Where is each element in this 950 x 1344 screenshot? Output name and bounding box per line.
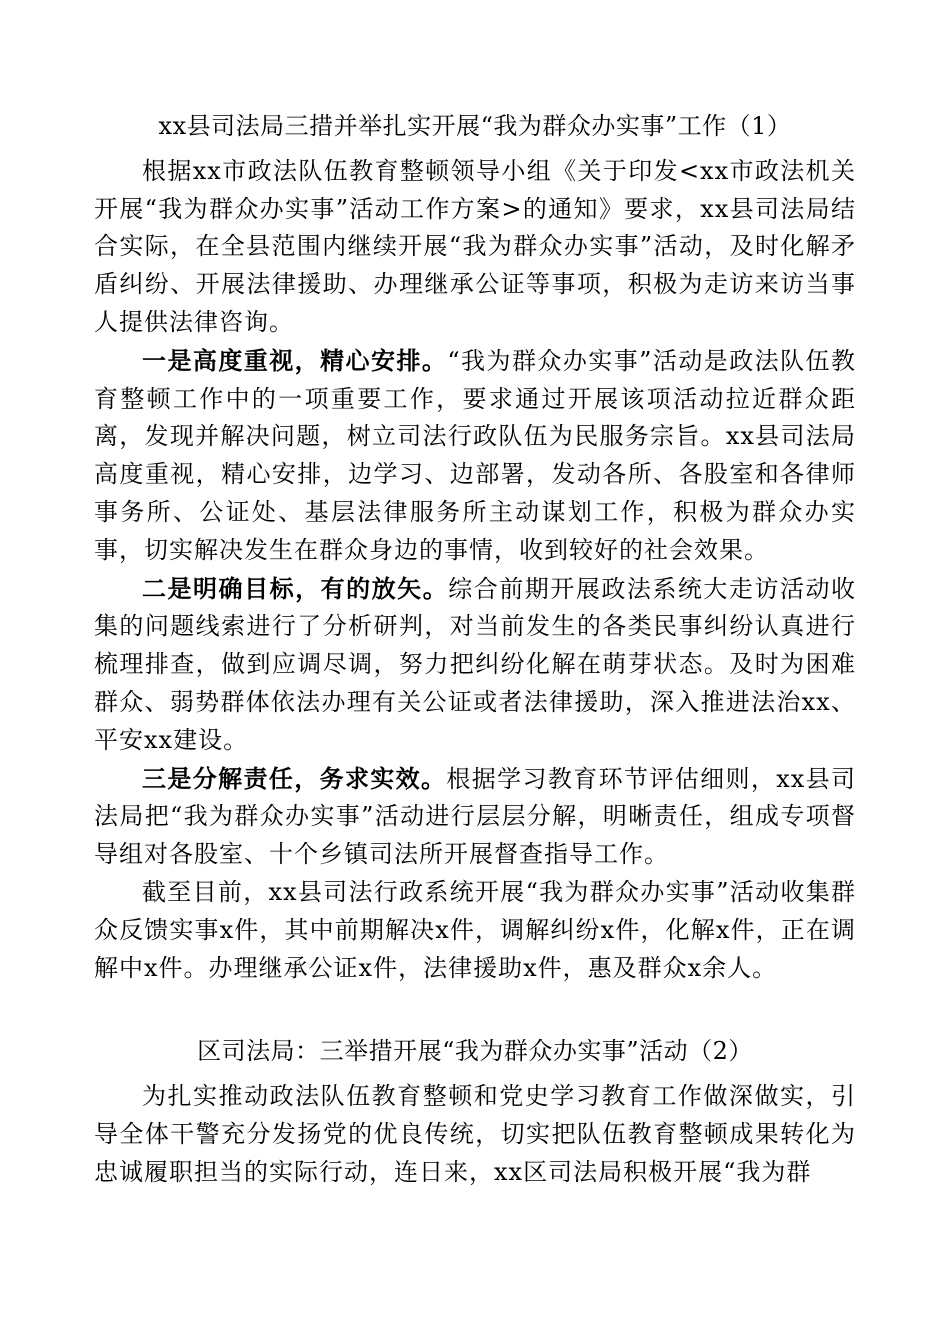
article-2-intro-paragraph: 为扎实推动政法队伍教育整顿和党史学习教育工作做深做实，引导全体干警充分发扬党的优良传统，切实把队伍教育整顿成果转化为忠诚履职担当的实际行动，连日来，xx区司法局积极开展“我为群 [94, 1082, 856, 1186]
article-2-title: 区司法局：三举措开展“我为群众办实事”活动（2） [197, 1037, 753, 1066]
article-1-title: xx县司法局三措并举扎实开展“我为群众办实事”工作（1） [158, 112, 792, 140]
point-1-text: “我为群众办实事”活动是政法队伍教育整顿工作中的一项重要工作，要求通过开展该项活动拉近群众距离，发现并解决问题，树立司法行政队伍为民服务宗旨。xx县司法局高度重视，精心安排，边学习、边部署，发动各所、各股室和各律师事务所、公证处、基层法律服务所主动谋划工作，积极为群众办实事，切实解决发生在群众身边的事情，收到较好的社会效果。 [94, 346, 856, 564]
point-3-lead: 三是分解责任，务求实效。 [142, 763, 447, 793]
document-body [94, 108, 856, 1192]
article-1-point-2 [94, 570, 856, 760]
article-1-intro-paragraph: 根据xx市政法队伍教育整顿领导小组《关于印发<xx市政法机关开展“我为群众办实事”活动工作方案>的通知》要求，xx县司法局结合实际，在全县范围内继续开展“我为群众办实事”活动，及时化解矛盾纠纷、开展法律援助、办理继承公证等事项，积极为走访来访当事人提供法律咨询。 [94, 156, 856, 336]
section-divider-space [94, 987, 856, 1025]
article-1-summary-paragraph: 截至目前，xx县司法行政系统开展“我为群众办实事”活动收集群众反馈实事x件，其中前期解决x件，调解纠纷x件，化解x件，正在调解中x件。办理继承公证x件，法律援助x件，惠及群众x余人。 [94, 877, 856, 982]
article-1-point-3 [94, 760, 856, 874]
point-2-text: 综合前期开展政法系统大走访活动收集的问题线索进行了分析研判，对当前发生的各类民事纠纷认真进行梳理排查，做到应调尽调，努力把纠纷化解在萌芽状态。及时为困难群众、弱势群体依法办理有关公证或者法律援助，深入推进法治xx、平安xx建设。 [94, 574, 857, 754]
point-2-lead: 二是明确目标，有的放矢。 [142, 573, 449, 603]
point-3-text: 根据学习教育环节评估细则，xx县司法局把“我为群众办实事”活动进行层层分解，明晰责任，组成专项督导组对各股室、十个乡镇司法所开展督查指导工作。 [94, 764, 857, 869]
point-1-lead: 一是高度重视，精心安排。 [142, 345, 448, 375]
article-1-point-1 [94, 342, 856, 570]
